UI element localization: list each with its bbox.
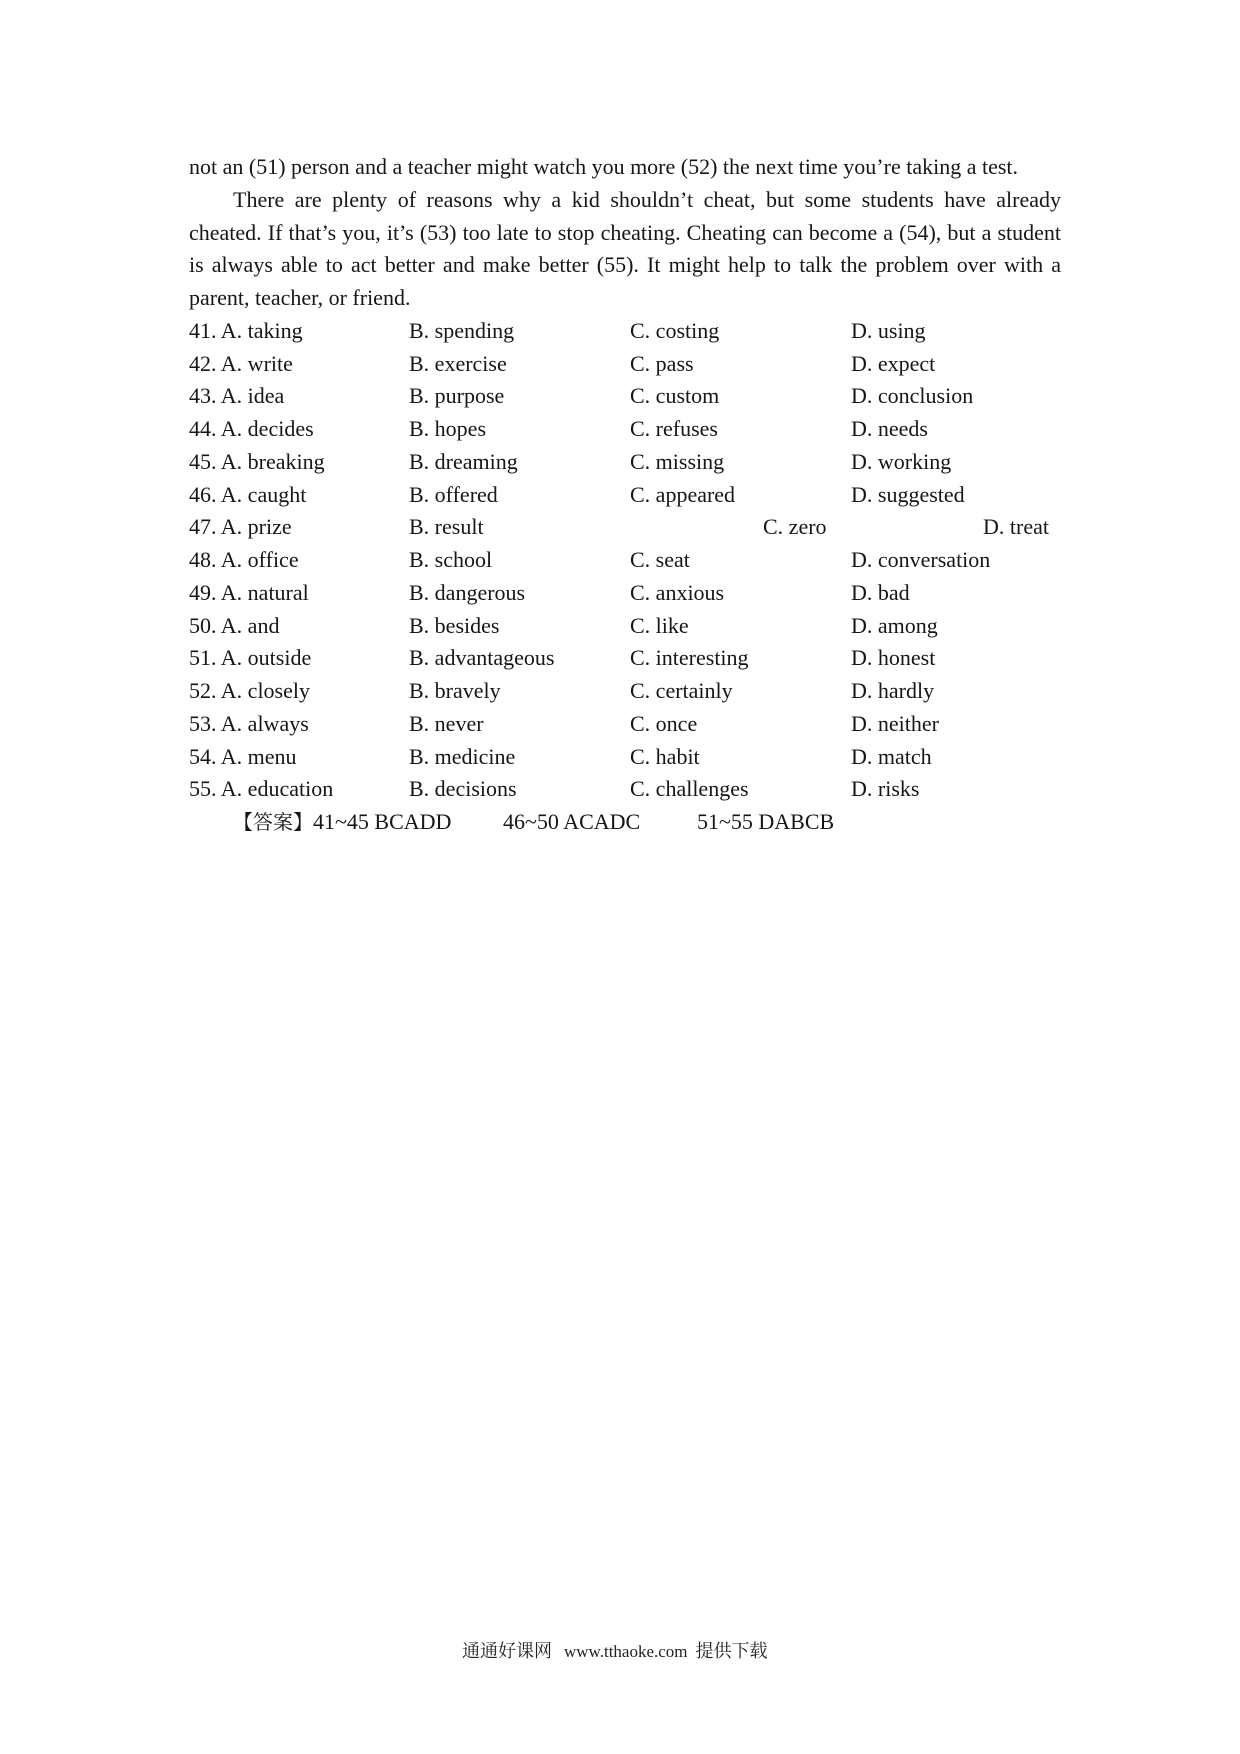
option-d: D. conversation: [851, 547, 991, 572]
option-c: C. like: [630, 612, 689, 638]
footer-site-name: 通通好课网: [462, 1641, 552, 1661]
option-c: C. once: [630, 710, 698, 736]
page-footer: [462, 1639, 768, 1664]
option-b: B. school: [409, 547, 493, 572]
option-c: C. refuses: [630, 416, 718, 441]
question-row: [189, 642, 1061, 675]
option-b: B. decisions: [409, 776, 517, 802]
option-a: A. menu: [220, 743, 297, 769]
option-d: D. treat: [983, 514, 1049, 540]
option-b: B. purpose: [409, 383, 505, 409]
option-a: A. breaking: [220, 448, 325, 474]
question-row: [189, 544, 1061, 577]
option-a-cell: [189, 544, 409, 577]
passage-line: cheated. If that’s you, it’s (53) too late to stop cheating. Cheating can become a (54), but a student: [189, 219, 1061, 245]
question-row: [189, 577, 1061, 610]
option-a: A. closely: [220, 678, 310, 703]
question-number: 44.: [189, 416, 217, 441]
option-a-cell: [189, 348, 409, 381]
option-a: A. office: [220, 547, 299, 572]
question-number: 46.: [189, 481, 217, 507]
option-a-cell: [189, 479, 409, 512]
question-row: [189, 413, 1061, 446]
option-a: A. taking: [220, 317, 303, 343]
option-c: C. anxious: [630, 579, 725, 605]
question-row: [189, 446, 1061, 479]
option-a: A. decides: [220, 416, 314, 441]
question-row: [189, 348, 1061, 381]
question-row: [189, 511, 1061, 544]
option-c: C. zero: [763, 514, 827, 540]
option-b: B. offered: [409, 481, 498, 507]
footer-url: www.tthaoke.com: [564, 1642, 688, 1661]
passage-line: There are plenty of reasons why a kid shouldn’t cheat, but some students have already: [233, 186, 1061, 212]
answer-key: [189, 806, 1061, 839]
option-a-cell: [189, 380, 409, 413]
question-row: [189, 380, 1061, 413]
question-number: 55.: [189, 776, 217, 802]
option-a-cell: [189, 315, 409, 348]
option-b: B. never: [409, 710, 484, 736]
question-number: 48.: [189, 547, 217, 572]
option-a-cell: [189, 511, 409, 544]
question-number: 50.: [189, 612, 217, 638]
option-a-cell: [189, 675, 409, 708]
question-row: [189, 708, 1061, 741]
question-row: [189, 479, 1061, 512]
option-c: C. challenges: [630, 776, 749, 802]
option-d: D. neither: [851, 710, 939, 736]
option-c: C. seat: [630, 547, 690, 572]
option-c: C. appeared: [630, 481, 736, 507]
option-b: B. advantageous: [409, 645, 555, 671]
question-number: 51.: [189, 645, 217, 671]
option-b: B. result: [409, 514, 484, 540]
option-d: D. match: [851, 743, 932, 769]
option-a-cell: [189, 741, 409, 774]
option-c: C. missing: [630, 448, 725, 474]
option-b: B. dreaming: [409, 448, 518, 474]
option-d: D. among: [851, 612, 938, 638]
option-a-cell: [189, 773, 409, 806]
option-b: B. bravely: [409, 678, 501, 703]
option-b: B. medicine: [409, 743, 516, 769]
option-d: D. honest: [851, 645, 936, 671]
option-d: D. bad: [851, 579, 910, 605]
question-row: [189, 610, 1061, 643]
question-number: 52.: [189, 678, 217, 703]
passage-line: is always able to act better and make better (55). It might help to talk the problem over with a: [189, 252, 1061, 278]
question-row: [189, 675, 1061, 708]
option-c: C. custom: [630, 383, 720, 409]
question-number: 47.: [189, 514, 217, 540]
option-c: C. certainly: [630, 678, 733, 703]
option-a-cell: [189, 708, 409, 741]
option-b: B. spending: [409, 317, 515, 343]
option-b: B. hopes: [409, 416, 486, 441]
answer-group: 51~55 DABCB: [697, 809, 835, 834]
option-d: D. suggested: [851, 481, 965, 507]
question-number: 42.: [189, 350, 217, 376]
question-row: [189, 773, 1061, 806]
option-d: D. needs: [851, 416, 928, 441]
option-a-cell: [189, 577, 409, 610]
option-a-cell: [189, 642, 409, 675]
footer-note: 提供下载: [695, 1641, 768, 1661]
document-page: [189, 151, 1061, 839]
answer-group: 41~45 BCADD: [313, 809, 452, 834]
question-list: [189, 315, 1061, 806]
option-d: D. risks: [851, 776, 920, 802]
option-c: C. pass: [630, 350, 694, 376]
question-number: 43.: [189, 383, 217, 409]
passage-continuation-line: not an (51) person and a teacher might watch you more (52) the next time you’re taking a test.: [189, 154, 1019, 179]
question-number: 45.: [189, 448, 217, 474]
option-a: A. prize: [220, 514, 292, 540]
option-c: C. costing: [630, 317, 720, 343]
option-b: B. besides: [409, 612, 500, 638]
option-a: A. write: [220, 350, 293, 376]
question-number: 53.: [189, 710, 217, 736]
option-a: A. always: [220, 710, 309, 736]
option-d: D. conclusion: [851, 383, 974, 409]
option-a: A. outside: [220, 645, 312, 671]
question-number: 41.: [189, 317, 217, 343]
passage-line: parent, teacher, or friend.: [189, 285, 411, 310]
option-a-cell: [189, 446, 409, 479]
question-number: 54.: [189, 743, 217, 769]
option-c: C. interesting: [630, 645, 749, 671]
option-a: A. natural: [220, 579, 309, 605]
option-d: D. hardly: [851, 678, 935, 703]
question-row: [189, 741, 1061, 774]
answer-group: 46~50 ACADC: [503, 809, 641, 834]
option-a-cell: [189, 413, 409, 446]
question-number: 49.: [189, 579, 217, 605]
option-a: A. idea: [220, 383, 285, 409]
option-c: C. habit: [630, 743, 700, 769]
option-a: A. caught: [220, 481, 307, 507]
option-d: D. expect: [851, 350, 936, 376]
option-d: D. working: [851, 448, 952, 474]
option-a: A. education: [220, 776, 334, 802]
option-d: D. using: [851, 317, 926, 343]
question-row: [189, 315, 1061, 348]
option-b: B. dangerous: [409, 579, 526, 605]
option-b: B. exercise: [409, 350, 507, 376]
option-a-cell: [189, 610, 409, 643]
answer-label: 【答案】: [233, 812, 313, 834]
option-a: A. and: [220, 612, 280, 638]
